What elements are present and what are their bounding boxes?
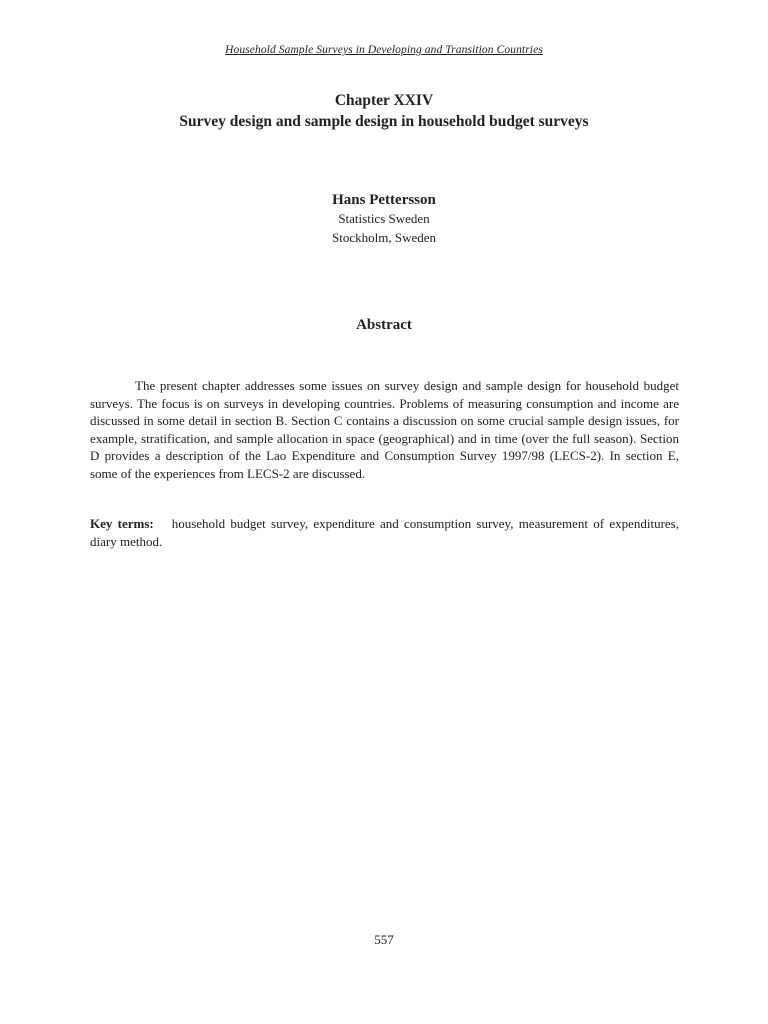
running-header: Household Sample Surveys in Developing and Transition Countries (225, 44, 543, 56)
page-number: 557 (374, 932, 394, 947)
chapter-number: Chapter XXIV (334, 92, 434, 109)
abstract-heading: Abstract (356, 317, 412, 333)
author-location: Stockholm, Sweden (332, 230, 436, 245)
author-name: Hans Pettersson (332, 192, 436, 208)
chapter-title: Survey design and sample design in household budget surveys (179, 113, 589, 130)
abstract-body: The present chapter addresses some issues on survey design and sample design for household budget surveys. The focus is on surveys in developing countries. Problems of measuring consumption and income are discussed in some detail in section B. Section C contains a discussion on some crucial sample design issues, for example, stratification, and sample allocation in space (geographical) and in time (over the full season). Section D provides a description of the Lao Expenditure and Consumption Survey 1997/98 (LECS-2). In section E, some of the experiences from LECS-2 are discussed. (90, 378, 679, 481)
key-terms-paragraph (90, 515, 679, 550)
key-terms-label: Key terms: (90, 516, 154, 531)
key-terms-text: household budget survey, expenditure and consumption survey, measurement of expenditures, diary method. (90, 516, 679, 549)
author-organization: Statistics Sweden (338, 211, 430, 226)
